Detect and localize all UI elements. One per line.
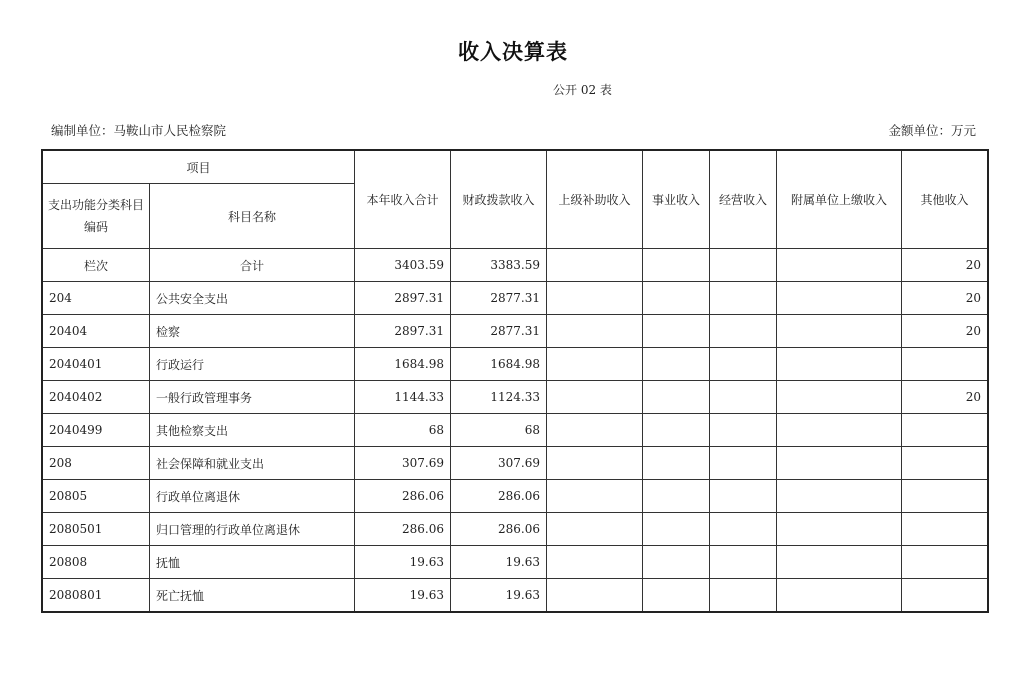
page-title: 收入决算表 <box>458 40 568 64</box>
code-cell: 2080501 <box>43 513 150 546</box>
business-cell <box>643 579 710 612</box>
total-cell: 19.63 <box>355 546 451 579</box>
affiliated-cell <box>777 414 902 447</box>
table-row <box>43 282 988 315</box>
header-row-1 <box>43 151 988 184</box>
superior-cell <box>547 249 643 282</box>
business-cell <box>643 447 710 480</box>
fiscal-cell: 19.63 <box>451 579 547 612</box>
operating-cell <box>710 348 777 381</box>
business-cell <box>643 381 710 414</box>
operating-cell <box>710 480 777 513</box>
other-cell <box>902 579 988 612</box>
other-cell <box>902 414 988 447</box>
superior-cell <box>547 315 643 348</box>
header-code: 支出功能分类科目编码 <box>43 184 150 249</box>
code-cell: 2040401 <box>43 348 150 381</box>
table-row <box>43 513 988 546</box>
code-cell: 208 <box>43 447 150 480</box>
header-superior: 上级补助收入 <box>547 151 643 249</box>
affiliated-cell <box>777 579 902 612</box>
operating-cell <box>710 513 777 546</box>
total-cell: 286.06 <box>355 513 451 546</box>
header-item: 项目 <box>43 151 355 184</box>
other-cell <box>902 546 988 579</box>
business-cell <box>643 513 710 546</box>
code-cell: 2040402 <box>43 381 150 414</box>
operating-cell <box>710 315 777 348</box>
fiscal-cell: 307.69 <box>451 447 547 480</box>
fiscal-cell: 3383.59 <box>451 249 547 282</box>
superior-cell <box>547 447 643 480</box>
total-cell: 19.63 <box>355 579 451 612</box>
fiscal-cell: 1684.98 <box>451 348 547 381</box>
affiliated-cell <box>777 447 902 480</box>
business-cell <box>643 249 710 282</box>
code-cell: 20808 <box>43 546 150 579</box>
header-fiscal: 财政拨款收入 <box>451 151 547 249</box>
unit-label: 金额单位：万元 <box>888 123 976 138</box>
fiscal-cell: 286.06 <box>451 480 547 513</box>
table-row <box>43 480 988 513</box>
name-cell: 合计 <box>150 249 355 282</box>
other-cell: 20 <box>902 249 988 282</box>
name-cell: 其他检察支出 <box>150 414 355 447</box>
code-cell: 204 <box>43 282 150 315</box>
org-label: 编制单位：马鞍山市人民检察院 <box>51 123 227 138</box>
business-cell <box>643 282 710 315</box>
name-cell: 社会保障和就业支出 <box>150 447 355 480</box>
business-cell <box>643 480 710 513</box>
superior-cell <box>547 513 643 546</box>
other-cell <box>902 513 988 546</box>
header-total: 本年收入合计 <box>355 151 451 249</box>
table-row <box>43 315 988 348</box>
affiliated-cell <box>777 480 902 513</box>
business-cell <box>643 414 710 447</box>
code-cell: 2040499 <box>43 414 150 447</box>
affiliated-cell <box>777 546 902 579</box>
name-cell: 一般行政管理事务 <box>150 381 355 414</box>
table-row <box>43 414 988 447</box>
other-cell: 20 <box>902 381 988 414</box>
total-cell: 3403.59 <box>355 249 451 282</box>
operating-cell <box>710 579 777 612</box>
affiliated-cell <box>777 315 902 348</box>
superior-cell <box>547 414 643 447</box>
code-cell: 20805 <box>43 480 150 513</box>
total-cell: 2897.31 <box>355 315 451 348</box>
header-operating: 经营收入 <box>710 151 777 249</box>
name-cell: 归口管理的行政单位离退休 <box>150 513 355 546</box>
total-cell: 1144.33 <box>355 381 451 414</box>
name-cell: 行政运行 <box>150 348 355 381</box>
fiscal-cell: 286.06 <box>451 513 547 546</box>
affiliated-cell <box>777 249 902 282</box>
superior-cell <box>547 546 643 579</box>
operating-cell <box>710 546 777 579</box>
header-other: 其他收入 <box>902 151 988 249</box>
other-cell: 20 <box>902 315 988 348</box>
fiscal-cell: 68 <box>451 414 547 447</box>
code-cell: 栏次 <box>43 249 150 282</box>
superior-cell <box>547 579 643 612</box>
fiscal-cell: 19.63 <box>451 546 547 579</box>
name-cell: 抚恤 <box>150 546 355 579</box>
superior-cell <box>547 381 643 414</box>
form-number: 公开 02 表 <box>553 83 612 97</box>
table-row <box>43 348 988 381</box>
header-business: 事业收入 <box>643 151 710 249</box>
table-row <box>43 381 988 414</box>
total-cell: 68 <box>355 414 451 447</box>
operating-cell <box>710 414 777 447</box>
fiscal-cell: 2877.31 <box>451 282 547 315</box>
total-row <box>43 249 988 282</box>
affiliated-cell <box>777 348 902 381</box>
other-cell <box>902 447 988 480</box>
total-cell: 2897.31 <box>355 282 451 315</box>
affiliated-cell <box>777 513 902 546</box>
other-cell: 20 <box>902 282 988 315</box>
fiscal-cell: 1124.33 <box>451 381 547 414</box>
affiliated-cell <box>777 381 902 414</box>
operating-cell <box>710 381 777 414</box>
affiliated-cell <box>777 282 902 315</box>
other-cell <box>902 348 988 381</box>
total-cell: 286.06 <box>355 480 451 513</box>
code-cell: 20404 <box>43 315 150 348</box>
name-cell: 检察 <box>150 315 355 348</box>
code-cell: 2080801 <box>43 579 150 612</box>
total-cell: 1684.98 <box>355 348 451 381</box>
name-cell: 行政单位离退休 <box>150 480 355 513</box>
operating-cell <box>710 447 777 480</box>
table-row <box>43 447 988 480</box>
table-row <box>43 546 988 579</box>
name-cell: 死亡抚恤 <box>150 579 355 612</box>
income-table <box>42 150 988 612</box>
name-cell: 公共安全支出 <box>150 282 355 315</box>
superior-cell <box>547 480 643 513</box>
header-affiliated: 附属单位上缴收入 <box>777 151 902 249</box>
operating-cell <box>710 282 777 315</box>
business-cell <box>643 348 710 381</box>
business-cell <box>643 546 710 579</box>
table-row <box>43 579 988 612</box>
header-name: 科目名称 <box>150 184 355 249</box>
superior-cell <box>547 348 643 381</box>
other-cell <box>902 480 988 513</box>
superior-cell <box>547 282 643 315</box>
business-cell <box>643 315 710 348</box>
operating-cell <box>710 249 777 282</box>
total-cell: 307.69 <box>355 447 451 480</box>
fiscal-cell: 2877.31 <box>451 315 547 348</box>
